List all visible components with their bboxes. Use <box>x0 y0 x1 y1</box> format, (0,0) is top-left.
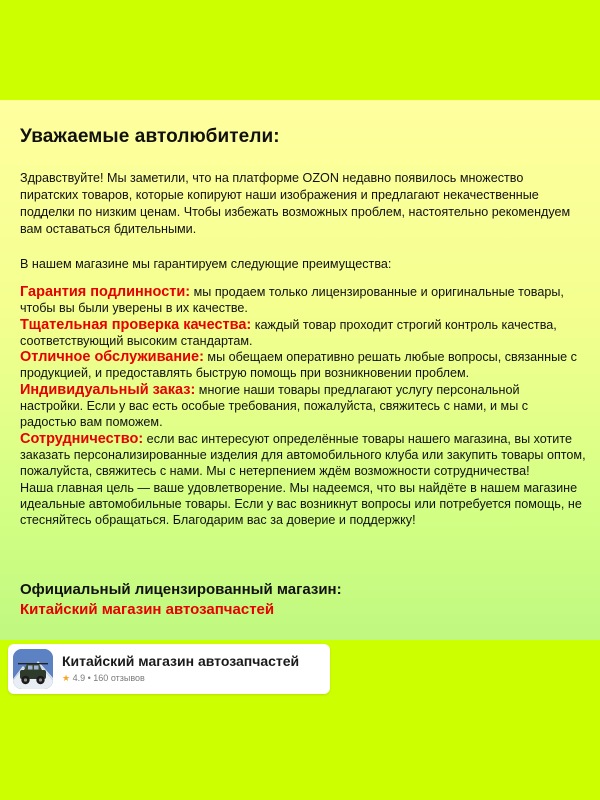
benefit-item <box>20 431 586 480</box>
benefit-title: Сотрудничество: <box>20 430 144 447</box>
benefit-title: Тщательная проверка качества: <box>20 316 252 333</box>
benefit-item <box>20 382 586 431</box>
benefit-text: мы продаем только лицензированные и оригинальные товары, чтобы вы были уверены в их качестве. <box>20 285 564 316</box>
benefits-list <box>20 284 586 528</box>
store-card[interactable] <box>8 644 330 694</box>
goal-paragraph: Наша главная цель — ваше удовлетворение. Мы надеемся, что вы найдёте в нашем магазине идеальные автомобильные товары. Если у вас возникнут вопросы или потребуется помощь, не стесняйтесь обращаться. Благодарим вас за доверие и поддержку! <box>20 480 582 528</box>
top-background-band <box>0 0 600 100</box>
benefit-title: Отличное обслуживание: <box>20 349 204 366</box>
star-icon: ★ <box>62 673 71 683</box>
benefit-text: каждый товар проходит строгий контроль качества, соответствующий высоким стандартам. <box>20 317 557 348</box>
store-card-name: Китайский магазин автозапчастей <box>62 653 300 669</box>
store-review-count: 160 отзывов <box>93 673 145 683</box>
offroad-car-logo-icon <box>13 649 53 689</box>
meta-separator: • <box>87 673 91 683</box>
bottom-background-band <box>0 700 600 800</box>
store-card-meta <box>62 673 145 684</box>
benefit-text: если вас интересуют определённые товары нашего магазина, вы хотите заказать персонализированные изделия для автомобильного клуба или закупить товары оптом, пожалуйста, свяжитесь с нами. Мы с нетерпением ждём возможности сотрудничества! <box>20 431 586 479</box>
store-rating: 4.9 <box>72 673 86 683</box>
benefit-item <box>20 317 586 350</box>
letter-greeting: Уважаемые автолюбители: <box>20 126 280 147</box>
benefit-text: многие наши товары предлагают услугу персональной настройки. Если у вас есть особые требования, пожалуйста, свяжитесь с нами, и мы с радостью вам поможем. <box>20 382 529 430</box>
benefit-title: Гарантия подлинности: <box>20 284 191 300</box>
benefit-item <box>20 284 586 317</box>
guarantee-intro: В нашем магазине мы гарантируем следующие преимущества: <box>20 257 392 271</box>
official-store-label: Официальный лицензированный магазин: <box>20 581 342 598</box>
offroad-car-logo-graphic <box>13 649 53 689</box>
benefit-title: Индивидуальный заказ: <box>20 381 196 398</box>
benefit-text: мы обещаем оперативно решать любые вопросы, связанные с продукцией, и предоставлять быструю помощь при возникновении проблем. <box>20 350 577 381</box>
benefit-item <box>20 349 586 382</box>
intro-paragraph: Здравствуйте! Мы заметили, что на платформе OZON недавно появилось множество пиратских товаров, которые копируют наши изображения и предлагают некачественные подделки по низким ценам. Чтобы избежать возможных проблем, настоятельно рекомендуем вам оставаться бдительными. <box>20 171 571 236</box>
shop-name-highlight: Китайский магазин автозапчастей <box>20 601 275 618</box>
